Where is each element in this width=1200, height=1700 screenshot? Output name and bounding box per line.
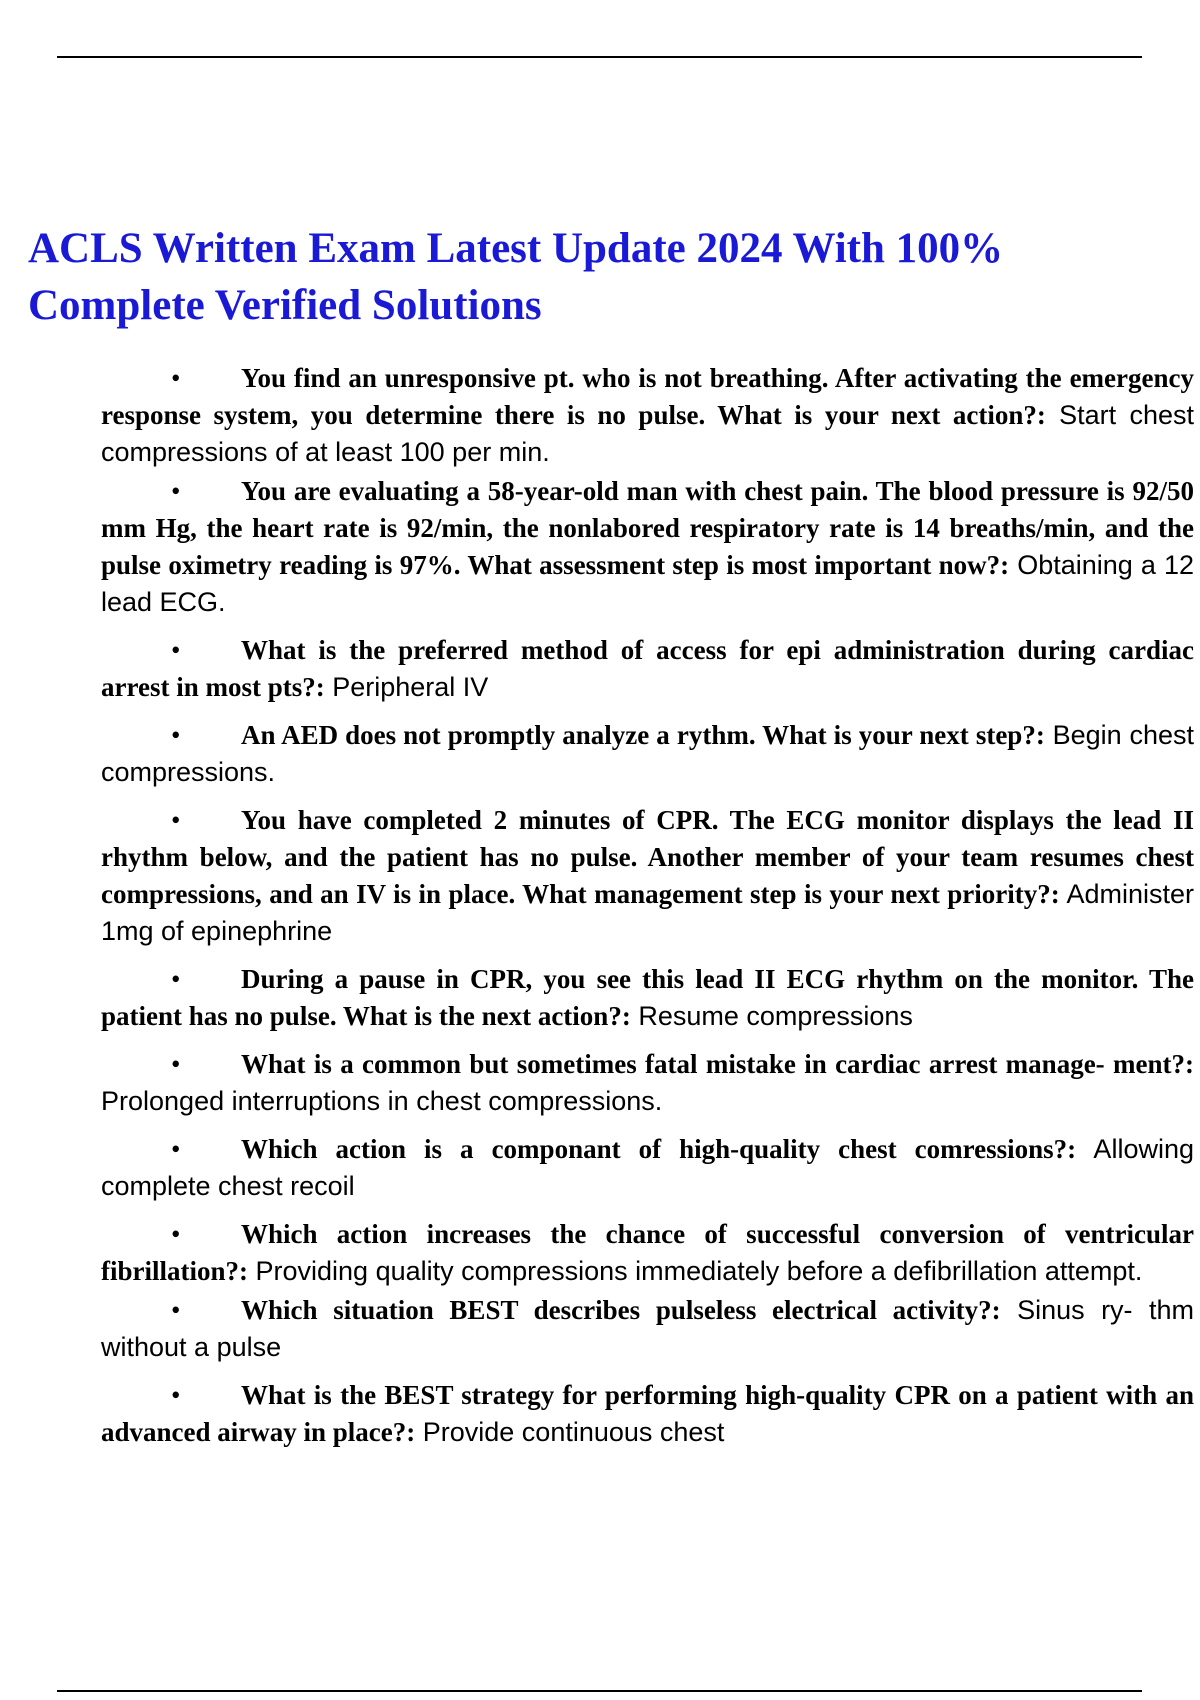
question-text: You find an unresponsive pt. who is not breathing. After activating the emergency response system, you determine there is no pulse. What is your next action?: [101,363,1194,430]
bullet-icon: • [171,1295,181,1325]
qa-item-3 [101,632,1194,706]
answer-text: Provide continuous chest [415,1417,725,1447]
qa-item-11 [101,1377,1194,1451]
question-text: Which action is a componant of high-quality chest comressions?: [241,1134,1077,1164]
bullet-icon: • [171,805,181,835]
bullet-icon: • [171,476,181,506]
question-text: Which action increases the chance of successful conversion of ventricular fibrillation?: [101,1219,1194,1286]
question-text: What is a common but sometimes fatal mistake in cardiac arrest manage- ment?: [241,1049,1194,1079]
bullet-icon: • [171,1219,181,1249]
qa-item-8 [101,1131,1194,1205]
answer-text: Prolonged interruptions in chest compressions. [101,1086,663,1116]
question-text: What is the preferred method of access for epi administration during cardiac arrest in most pts?: [101,635,1194,702]
answer-text: Allowing complete chest recoil [101,1134,1194,1201]
bullet-icon: • [171,1380,181,1410]
qa-item-2 [101,473,1194,621]
question-text: You have completed 2 minutes of CPR. The ECG monitor displays the lead II rhythm below, and the patient has no pulse. Another member of your team resumes chest compressions, and an IV is in place. What management step is your next priority?: [101,805,1194,909]
qa-item-7 [101,1046,1194,1120]
document-title: ACLS Written Exam Latest Update 2024 With 100% Complete Verified Solutions [28,225,1004,329]
qa-list [101,360,1194,1451]
qa-item-5 [101,802,1194,950]
bullet-icon: • [171,635,181,665]
answer-text: Start chest compressions of at least 100 per min. [101,400,1194,467]
bullet-icon: • [171,1134,181,1164]
answer-text: Sinus ry- thm without a pulse [101,1295,1194,1362]
bullet-icon: • [171,964,181,994]
bullet-icon: • [171,363,181,393]
qa-item-4 [101,717,1194,791]
bullet-icon: • [171,720,181,750]
bottom-rule [57,1690,1142,1692]
question-text: During a pause in CPR, you see this lead II ECG rhythm on the monitor. The patient has no pulse. What is the next action?: [101,964,1194,1031]
question-text: You are evaluating a 58-year-old man with chest pain. The blood pressure is 92/50 mm Hg, the heart rate is 92/min, the nonlabored respiratory rate is 14 breaths/min, and the pulse oximetry reading is 97%. What assessment step is most important now?: [101,476,1194,580]
answer-text: Administer 1mg of epinephrine [101,879,1194,946]
answer-text: Peripheral IV [324,672,489,702]
qa-item-1 [101,360,1194,471]
bullet-icon: • [171,1049,181,1079]
answer-text: Obtaining a 12 lead ECG. [101,550,1194,617]
answer-text: Begin chest compressions. [101,720,1195,787]
answer-text: Providing quality compressions immediately before a defibrillation attempt. [248,1256,1143,1286]
qa-item-10 [101,1292,1194,1366]
answer-text: Resume compressions [630,1001,913,1031]
question-text: An AED does not promptly analyze a rythm. What is your next step?: [241,720,1045,750]
qa-item-6 [101,961,1194,1035]
question-text: Which situation BEST describes pulseless electrical activity?: [241,1295,1001,1325]
qa-item-9 [101,1216,1194,1290]
top-rule [57,56,1142,58]
question-text: What is the BEST strategy for performing high-quality CPR on a patient with an advanced airway in place?: [101,1380,1194,1447]
